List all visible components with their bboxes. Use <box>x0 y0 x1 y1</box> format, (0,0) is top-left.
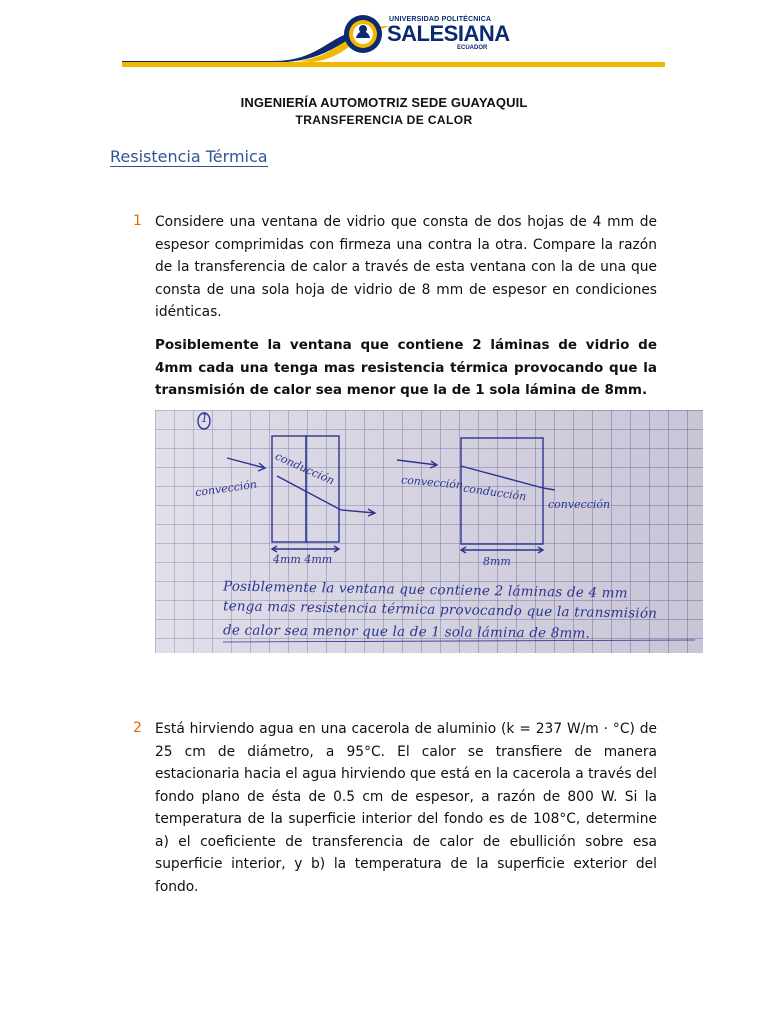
left-conduction-label: conducción <box>273 449 337 488</box>
university-logo <box>343 14 510 54</box>
question-1-text: Considere una ventana de vidrio que consta de dos hojas de 4 mm de espesor comprimidas con firmeza una contra la otra. Compare la razón de la transferencia de calor a través de esta ventana con la de una que consta de una sola hoja de vidrio de 8 mm de espesor en condiciones idénticas. <box>155 214 657 320</box>
logo-name-text: SALESIANA <box>387 21 510 46</box>
question-2-number: 2 <box>133 720 142 736</box>
right-conduction-label: conducción <box>462 481 528 504</box>
question-1-number: 1 <box>133 213 142 229</box>
right-convection-out-label: convección <box>548 498 611 511</box>
handwritten-note-line-2: tenga mas resistencia térmica provocando que la transmisión <box>222 598 658 622</box>
handwritten-note-line-3: de calor sea menor que la de 1 sola lámina de 8mm. <box>222 622 591 642</box>
question-1-answer: Posiblemente la ventana que contiene 2 láminas de vidrio de 4mm cada una tenga mas resistencia térmica provocando que la transmisión de calor sea menor que la de 1 sola lámina de 8mm. <box>155 337 657 398</box>
left-convection-label: convección <box>194 477 258 500</box>
logo-country-text: ECUADOR <box>457 45 488 51</box>
section-heading: Resistencia Térmica <box>110 147 268 166</box>
document-title: INGENIERÍA AUTOMOTRIZ SEDE GUAYAQUIL <box>240 95 528 110</box>
right-dimension-label: 8mm <box>483 555 511 568</box>
handwritten-notes-photo <box>155 410 703 653</box>
handwritten-number: 1 <box>201 412 208 425</box>
handwritten-note-line-1: Posiblemente la ventana que contiene 2 láminas de 4 mm <box>222 578 628 602</box>
document-subtitle: TRANSFERENCIA DE CALOR <box>295 113 473 127</box>
university-seal-icon <box>343 14 383 54</box>
logo-university-text: UNIVERSIDAD POLITÉCNICA <box>389 16 492 23</box>
right-convection-in-label: convección <box>400 473 464 492</box>
question-2-text: Está hirviendo agua en una cacerola de aluminio (k = 237 W/m · °C) de 25 cm de diámetro, a 95°C. El calor se transfiere de manera estacionaria hacia el agua hirviendo que está en la cacerola a través del fondo plano de ésta de 0.5 cm de espesor, a razón de 800 W. Si la temperatura de la superficie interior del fondo es de 108°C, determine a) el coeficiente de transferencia de calor de ebullición sobre esa superficie interior, y b) la temperatura de la superficie exterior del fondo. <box>155 721 657 895</box>
left-dimension-label: 4mm 4mm <box>273 553 333 566</box>
